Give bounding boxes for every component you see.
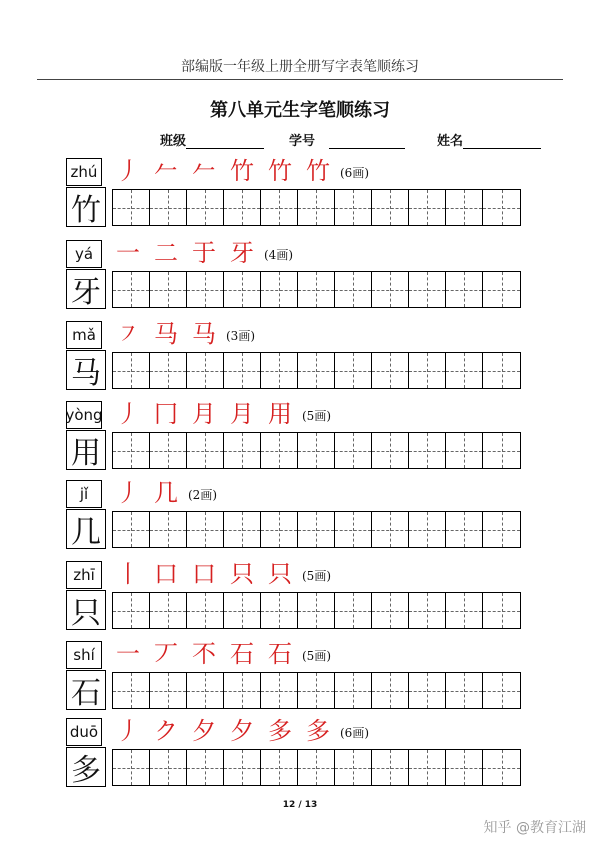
writing-cell[interactable] xyxy=(113,750,150,785)
writing-cell[interactable] xyxy=(113,272,150,307)
writing-cell[interactable] xyxy=(261,190,298,225)
stroke-step: 月 xyxy=(230,400,254,428)
writing-cell[interactable] xyxy=(187,750,224,785)
stroke-step: 一 xyxy=(116,640,140,668)
writing-cell[interactable] xyxy=(483,433,520,468)
writing-cell[interactable] xyxy=(113,433,150,468)
stroke-step: 只 xyxy=(268,560,292,588)
writing-cell[interactable] xyxy=(409,190,446,225)
writing-cell[interactable] xyxy=(224,272,261,307)
writing-cell[interactable] xyxy=(372,512,409,547)
writing-cell[interactable] xyxy=(335,512,372,547)
practice-row xyxy=(66,401,536,479)
writing-cell[interactable] xyxy=(150,190,187,225)
writing-cell[interactable] xyxy=(298,353,335,388)
writing-cell[interactable] xyxy=(187,190,224,225)
character-label: 用 xyxy=(66,430,106,470)
stroke-step: 丨 xyxy=(116,560,140,588)
pinyin-label: zhú xyxy=(66,158,102,186)
character-label: 几 xyxy=(66,509,106,549)
stroke-step: 于 xyxy=(192,239,216,267)
writing-cell[interactable] xyxy=(372,593,409,628)
class-label: 班级 xyxy=(160,134,187,149)
writing-cell[interactable] xyxy=(409,750,446,785)
header-divider xyxy=(37,79,563,80)
writing-cell[interactable] xyxy=(446,593,483,628)
character-label: 马 xyxy=(66,350,106,390)
writing-cell[interactable] xyxy=(224,433,261,468)
writing-cell[interactable] xyxy=(187,593,224,628)
stroke-count: (5画) xyxy=(302,409,331,423)
stroke-count: (5画) xyxy=(302,569,331,583)
writing-grid xyxy=(112,511,521,548)
character-label: 只 xyxy=(66,590,106,630)
number-field xyxy=(289,130,405,149)
writing-cell[interactable] xyxy=(224,190,261,225)
pinyin-label: yá xyxy=(66,240,102,268)
writing-cell[interactable] xyxy=(261,512,298,547)
stroke-order-sequence xyxy=(116,637,331,669)
stroke-step: 竹 xyxy=(306,157,330,185)
writing-cell[interactable] xyxy=(261,673,298,708)
stroke-step: ク xyxy=(154,717,178,745)
stroke-step: 马 xyxy=(154,320,178,348)
writing-cell[interactable] xyxy=(261,433,298,468)
class-blank[interactable] xyxy=(186,136,264,149)
stroke-step: 石 xyxy=(268,640,292,668)
number-label: 学号 xyxy=(289,134,316,149)
writing-grid xyxy=(112,352,521,389)
writing-cell[interactable] xyxy=(187,353,224,388)
writing-cell[interactable] xyxy=(446,673,483,708)
stroke-step: 只 xyxy=(230,560,254,588)
writing-cell[interactable] xyxy=(335,673,372,708)
stroke-step: 丿 xyxy=(116,400,140,428)
stroke-order-sequence xyxy=(116,714,369,746)
practice-row xyxy=(66,240,536,318)
stroke-step: 牙 xyxy=(230,239,254,267)
practice-row xyxy=(66,480,536,558)
character-label: 多 xyxy=(66,747,106,787)
writing-cell[interactable] xyxy=(483,593,520,628)
stroke-step: 用 xyxy=(268,400,292,428)
writing-cell[interactable] xyxy=(335,593,372,628)
writing-cell[interactable] xyxy=(298,593,335,628)
pinyin-label: duō xyxy=(66,718,102,746)
writing-cell[interactable] xyxy=(224,750,261,785)
writing-cell[interactable] xyxy=(409,353,446,388)
pinyin-label: yòng xyxy=(66,401,102,429)
stroke-step: 夕 xyxy=(192,717,216,745)
number-blank[interactable] xyxy=(329,136,405,149)
writing-cell[interactable] xyxy=(187,673,224,708)
pinyin-label: jǐ xyxy=(66,480,102,508)
practice-row xyxy=(66,158,536,236)
stroke-step: 二 xyxy=(154,239,178,267)
page-number: 12 / 13 xyxy=(282,800,318,810)
practice-row xyxy=(66,641,536,719)
stroke-step: 多 xyxy=(268,717,292,745)
writing-cell[interactable] xyxy=(150,353,187,388)
writing-cell[interactable] xyxy=(446,512,483,547)
stroke-order-sequence xyxy=(116,557,331,589)
writing-cell[interactable] xyxy=(335,353,372,388)
writing-cell[interactable] xyxy=(150,272,187,307)
writing-grid xyxy=(112,271,521,308)
writing-cell[interactable] xyxy=(224,673,261,708)
writing-cell[interactable] xyxy=(261,272,298,307)
stroke-count: (6画) xyxy=(340,166,369,180)
stroke-step: 竹 xyxy=(268,157,292,185)
stroke-step: 口 xyxy=(192,560,216,588)
practice-row xyxy=(66,718,536,796)
pinyin-label: zhī xyxy=(66,561,102,589)
document-header: 部编版一年级上册全册写字表笔顺练习 xyxy=(181,59,419,75)
writing-cell[interactable] xyxy=(409,433,446,468)
stroke-step: 石 xyxy=(230,640,254,668)
writing-cell[interactable] xyxy=(483,673,520,708)
writing-cell[interactable] xyxy=(298,750,335,785)
writing-cell[interactable] xyxy=(335,272,372,307)
writing-cell[interactable] xyxy=(409,512,446,547)
writing-cell[interactable] xyxy=(372,433,409,468)
stroke-step: 冂 xyxy=(154,400,178,428)
stroke-step: 竹 xyxy=(230,157,254,185)
stroke-step: 多 xyxy=(306,717,330,745)
stroke-step: 几 xyxy=(154,479,178,507)
writing-cell[interactable] xyxy=(187,272,224,307)
pinyin-label: mǎ xyxy=(66,321,102,349)
stroke-step: ㇇ xyxy=(116,320,140,348)
stroke-step: 丆 xyxy=(154,640,178,668)
writing-cell[interactable] xyxy=(335,433,372,468)
stroke-step: 𠂉 xyxy=(154,157,178,185)
writing-cell[interactable] xyxy=(150,673,187,708)
character-label: 石 xyxy=(66,670,106,710)
stroke-order-sequence xyxy=(116,397,331,429)
stroke-step: 丿 xyxy=(116,479,140,507)
name-label: 姓名 xyxy=(437,134,464,149)
writing-cell[interactable] xyxy=(409,272,446,307)
writing-cell[interactable] xyxy=(335,750,372,785)
writing-cell[interactable] xyxy=(150,750,187,785)
character-label: 牙 xyxy=(66,269,106,309)
writing-cell[interactable] xyxy=(298,190,335,225)
writing-cell[interactable] xyxy=(187,433,224,468)
stroke-order-sequence xyxy=(116,317,255,349)
stroke-step: 𠂉 xyxy=(192,157,216,185)
writing-cell[interactable] xyxy=(113,353,150,388)
writing-cell[interactable] xyxy=(261,593,298,628)
stroke-count: (6画) xyxy=(340,726,369,740)
writing-cell[interactable] xyxy=(372,272,409,307)
writing-cell[interactable] xyxy=(224,353,261,388)
stroke-order-sequence xyxy=(116,476,217,508)
stroke-count: (5画) xyxy=(302,649,331,663)
page-title: 第八单元生字笔顺练习 xyxy=(210,100,390,121)
stroke-step: 月 xyxy=(192,400,216,428)
writing-cell[interactable] xyxy=(224,593,261,628)
writing-cell[interactable] xyxy=(446,190,483,225)
writing-cell[interactable] xyxy=(113,673,150,708)
writing-cell[interactable] xyxy=(483,190,520,225)
writing-cell[interactable] xyxy=(372,353,409,388)
writing-grid xyxy=(112,189,521,226)
pinyin-label: shí xyxy=(66,641,102,669)
stroke-step: 一 xyxy=(116,239,140,267)
writing-cell[interactable] xyxy=(298,673,335,708)
stroke-count: (4画) xyxy=(264,248,293,262)
writing-cell[interactable] xyxy=(261,750,298,785)
writing-cell[interactable] xyxy=(298,512,335,547)
writing-cell[interactable] xyxy=(372,750,409,785)
stroke-step: 不 xyxy=(192,640,216,668)
stroke-step: 丿 xyxy=(116,717,140,745)
writing-cell[interactable] xyxy=(446,272,483,307)
writing-cell[interactable] xyxy=(150,512,187,547)
writing-grid xyxy=(112,592,521,629)
stroke-order-sequence xyxy=(116,154,369,186)
stroke-step: 马 xyxy=(192,320,216,348)
writing-grid xyxy=(112,672,521,709)
writing-cell[interactable] xyxy=(409,673,446,708)
writing-cell[interactable] xyxy=(483,512,520,547)
writing-cell[interactable] xyxy=(446,750,483,785)
stroke-step: 夕 xyxy=(230,717,254,745)
stroke-count: (2画) xyxy=(188,488,217,502)
writing-cell[interactable] xyxy=(298,433,335,468)
writing-cell[interactable] xyxy=(298,272,335,307)
writing-cell[interactable] xyxy=(150,593,187,628)
name-blank[interactable] xyxy=(463,136,541,149)
writing-cell[interactable] xyxy=(335,190,372,225)
writing-cell[interactable] xyxy=(187,512,224,547)
writing-cell[interactable] xyxy=(372,673,409,708)
writing-cell[interactable] xyxy=(483,353,520,388)
writing-grid xyxy=(112,432,521,469)
writing-cell[interactable] xyxy=(446,353,483,388)
stroke-step: 口 xyxy=(154,560,178,588)
stroke-step: 丿 xyxy=(116,157,140,185)
stroke-count: (3画) xyxy=(226,329,255,343)
practice-row xyxy=(66,321,536,399)
writing-cell[interactable] xyxy=(409,593,446,628)
practice-row xyxy=(66,561,536,639)
writing-cell[interactable] xyxy=(483,272,520,307)
writing-grid xyxy=(112,749,521,786)
class-field xyxy=(160,130,264,149)
writing-cell[interactable] xyxy=(261,353,298,388)
name-field xyxy=(437,130,541,149)
character-label: 竹 xyxy=(66,187,106,227)
writing-cell[interactable] xyxy=(446,433,483,468)
writing-cell[interactable] xyxy=(150,433,187,468)
writing-cell[interactable] xyxy=(372,190,409,225)
stroke-order-sequence xyxy=(116,236,293,268)
writing-cell[interactable] xyxy=(113,512,150,547)
watermark: 知乎 @教育江湖 xyxy=(483,820,586,836)
writing-cell[interactable] xyxy=(224,512,261,547)
writing-cell[interactable] xyxy=(113,593,150,628)
writing-cell[interactable] xyxy=(113,190,150,225)
writing-cell[interactable] xyxy=(483,750,520,785)
